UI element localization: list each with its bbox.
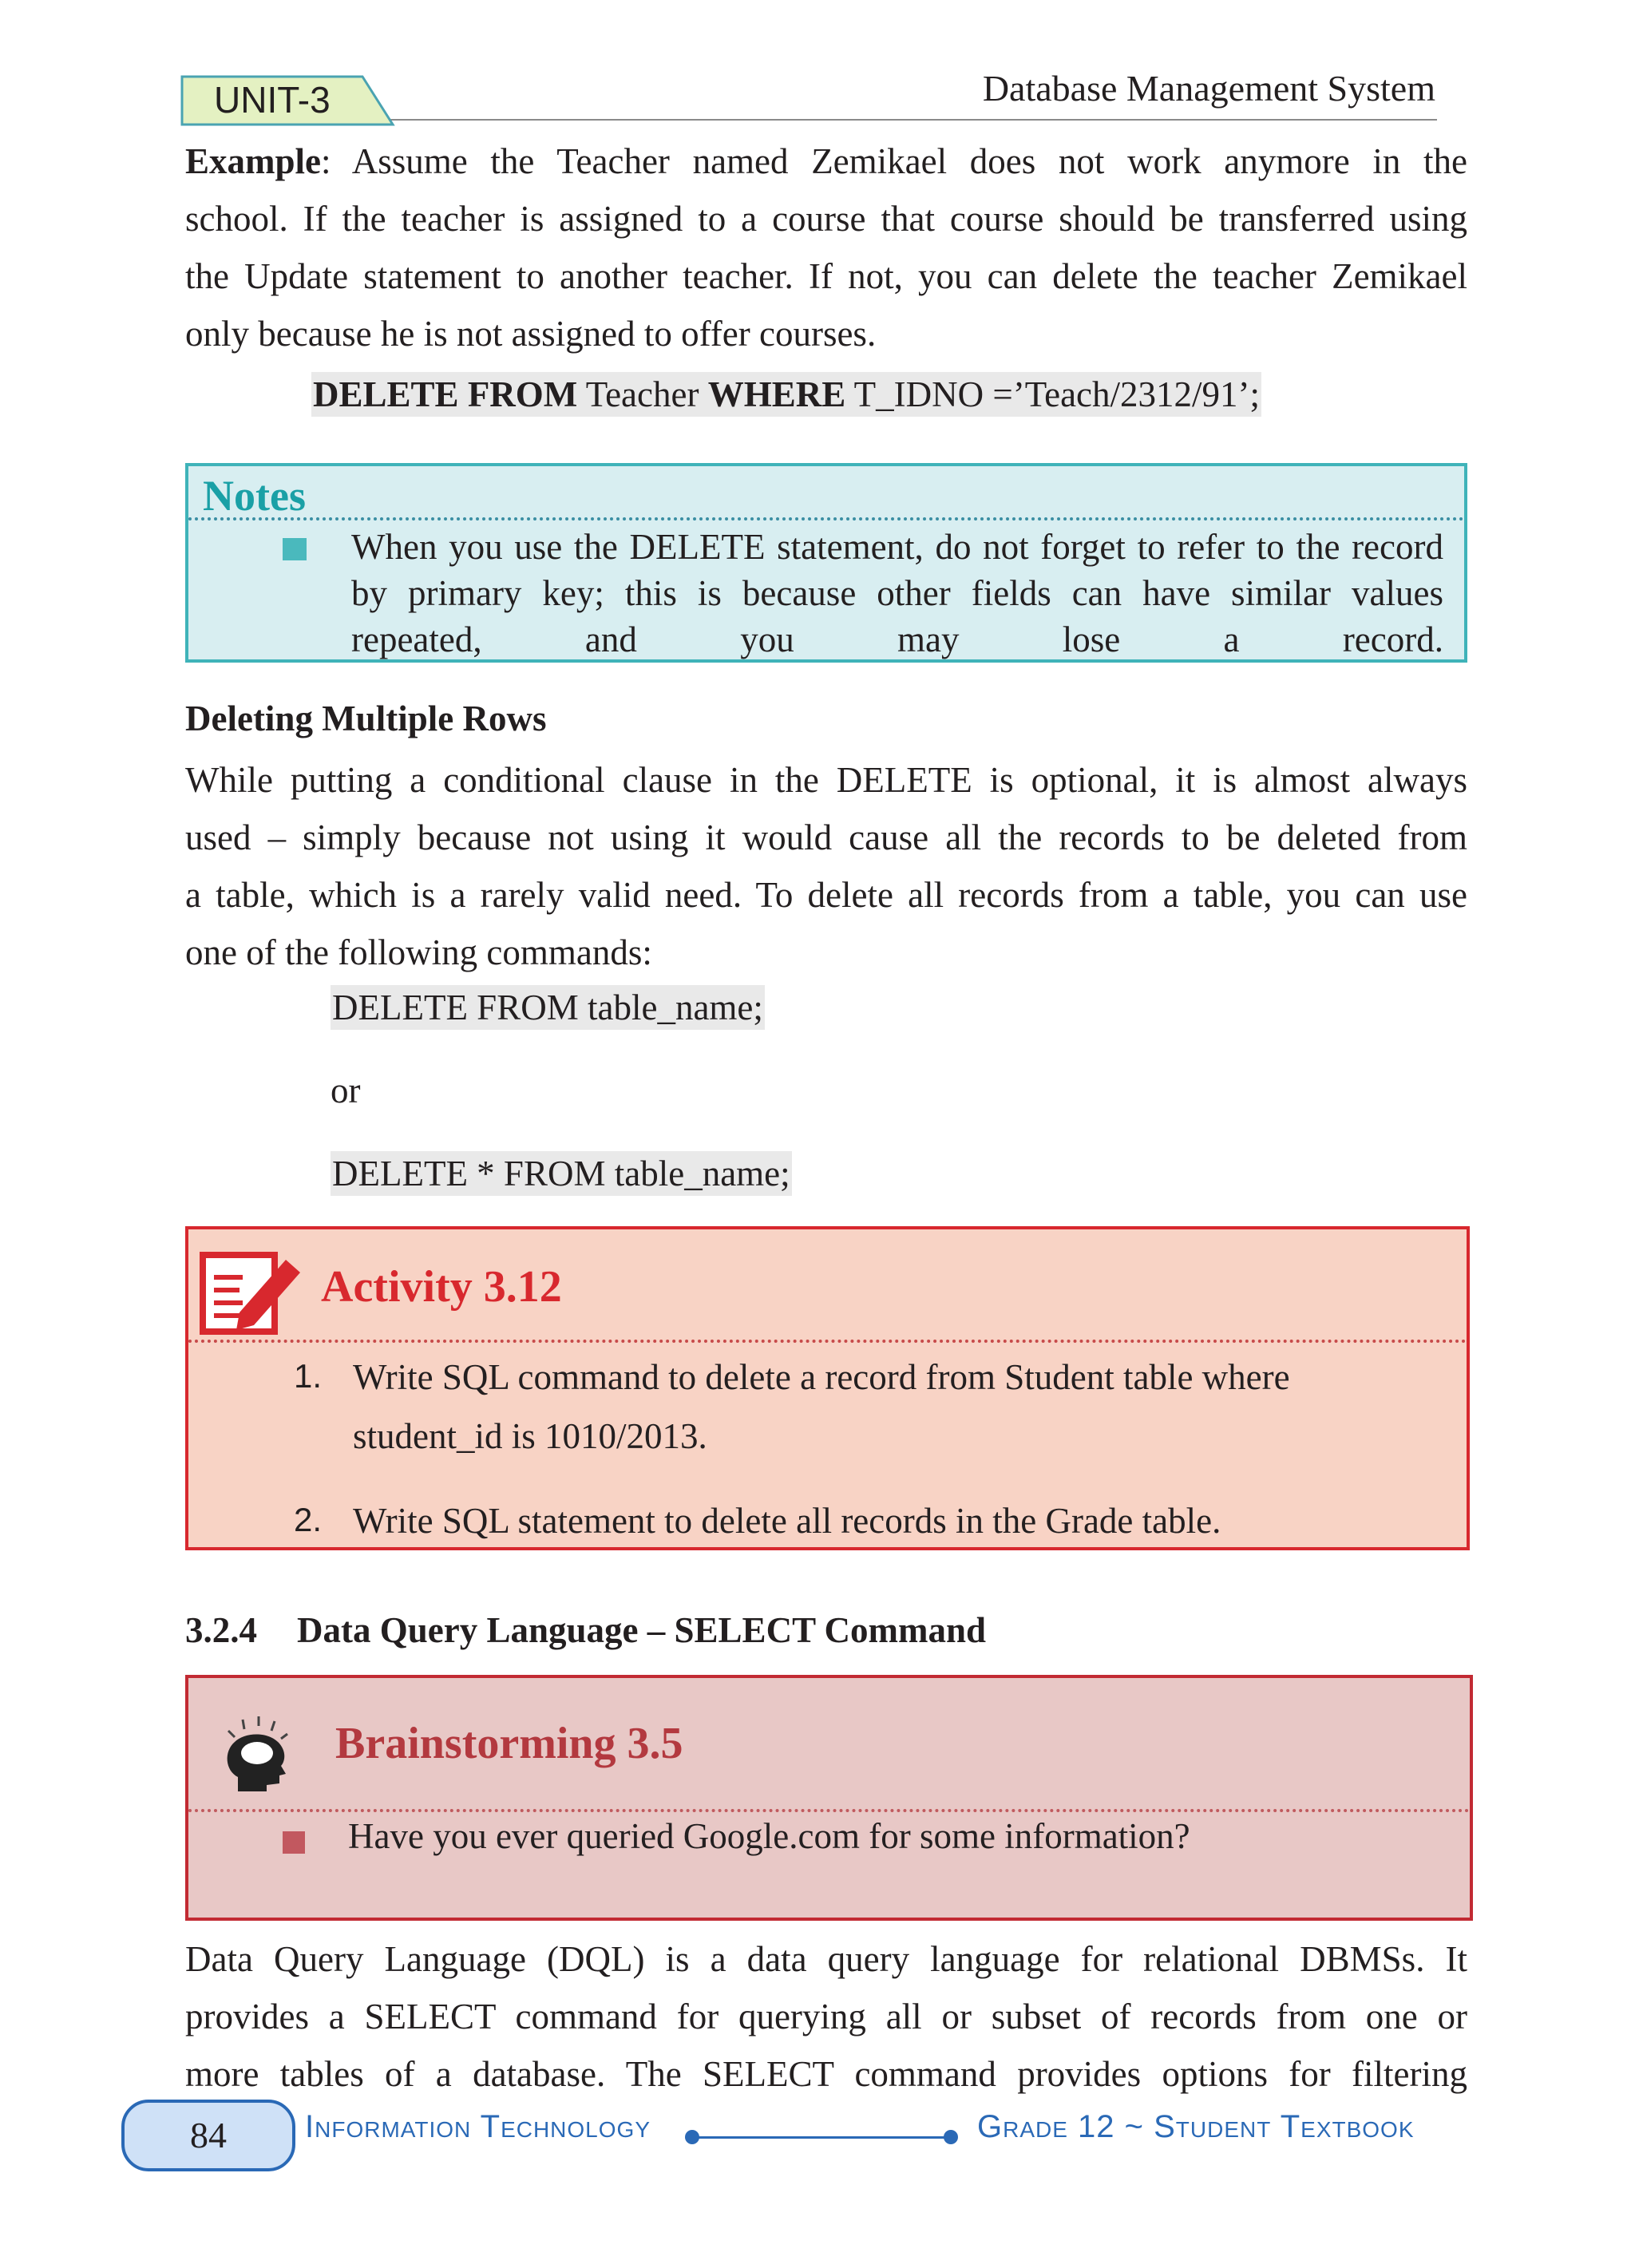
activity-item-1-line-1: Write SQL command to delete a record from Student table where (353, 1357, 1290, 1397)
activity-divider (188, 1340, 1467, 1343)
activity-item-1-line-2: student_id is 1010/2013. (353, 1416, 707, 1456)
footer-grade-text: Grade 12 ~ Student Textbook (977, 2109, 1415, 2144)
brainstorming-divider (188, 1809, 1470, 1812)
multi-rows-line-1: While putting a conditional clause in the DELETE is optional, it is almost always (185, 760, 1467, 800)
activity-box (185, 1226, 1470, 1550)
notes-text: When you use the DELETE statement, do not forget to refer to the record by primary key; this is because other fields can have similar values repeated, and you may lose a record. (351, 527, 1443, 659)
multi-rows-line-4: one of the following commands: (185, 932, 652, 972)
brainstorming-question: Have you ever queried Google.com for some information? (348, 1816, 1190, 1856)
example-paragraph (185, 133, 1467, 362)
delete-all-command-2: DELETE * FROM table_name; (331, 1151, 792, 1196)
activity-item-2: Write SQL statement to delete all records in the Grade table. (353, 1501, 1221, 1541)
activity-pencil-icon (200, 1244, 303, 1336)
multi-rows-line-2: used – simply because not using it would cause all the records to be deleted from (185, 817, 1467, 857)
sql-keyword-where: WHERE (707, 374, 846, 414)
footer-grade (977, 2109, 1415, 2145)
header-title: Database Management System (982, 68, 1435, 109)
page-number: 84 (121, 2100, 295, 2171)
brainstorming-head-icon (211, 1713, 299, 1801)
header-divider (375, 119, 1437, 121)
dql-line-3: more tables of a database. The SELECT command provides options for filtering (185, 2054, 1467, 2094)
unit-tab (180, 75, 380, 125)
example-line-2: school. If the teacher is assigned to a course that course should be transferred using (185, 199, 1467, 239)
square-bullet-icon (283, 538, 307, 560)
example-label: Example (185, 141, 322, 181)
example-line-4: only because he is not assigned to offer courses. (185, 314, 877, 354)
multi-rows-heading: Deleting Multiple Rows (185, 699, 547, 738)
square-bullet-icon (283, 1831, 305, 1854)
activity-item-1 (353, 1348, 1290, 1466)
sql-keyword-delete-from: DELETE FROM (313, 374, 578, 414)
multi-rows-line-3: a table, which is a rarely valid need. To delete all records from a table, you can use (185, 875, 1467, 915)
section-heading (185, 1609, 986, 1651)
unit-label: UNIT-3 (214, 79, 331, 121)
section-number: 3.2.4 (185, 1610, 257, 1650)
footer-subject (305, 2109, 651, 2145)
dql-line-2: provides a SELECT command for querying all or subset of records from one or (185, 1997, 1467, 2036)
activity-item-2-number: 2. (294, 1501, 323, 1538)
notes-divider (188, 517, 1464, 520)
dql-line-1: Data Query Language (DQL) is a data query language for relational DBMSs. It (185, 1939, 1467, 1979)
notes-box (185, 463, 1467, 663)
dql-paragraph (185, 1930, 1467, 2103)
example-line-3: the Update statement to another teacher. If not, you can delete the teacher Zemikael (185, 256, 1467, 296)
sql-table: Teacher (577, 374, 708, 414)
multi-rows-paragraph (185, 751, 1467, 981)
notes-title: Notes (203, 472, 306, 520)
footer-dot-right (944, 2130, 958, 2144)
example-sql (311, 372, 1261, 417)
brainstorming-box (185, 1675, 1473, 1921)
example-line-1: : Assume the Teacher named Zemikael does not work anymore in the (321, 141, 1467, 181)
sql-condition: T_IDNO =’Teach/2312/91’; (845, 374, 1261, 414)
footer-line (690, 2136, 953, 2139)
delete-all-command-1: DELETE FROM table_name; (331, 985, 765, 1030)
activity-item-1-number: 1. (294, 1357, 323, 1395)
or-text: or (331, 1071, 361, 1110)
brainstorming-title: Brainstorming 3.5 (335, 1719, 683, 1768)
footer-subject-text: Information Technology (305, 2109, 651, 2144)
section-title: Data Query Language – SELECT Command (297, 1610, 987, 1650)
activity-title: Activity 3.12 (321, 1262, 562, 1312)
